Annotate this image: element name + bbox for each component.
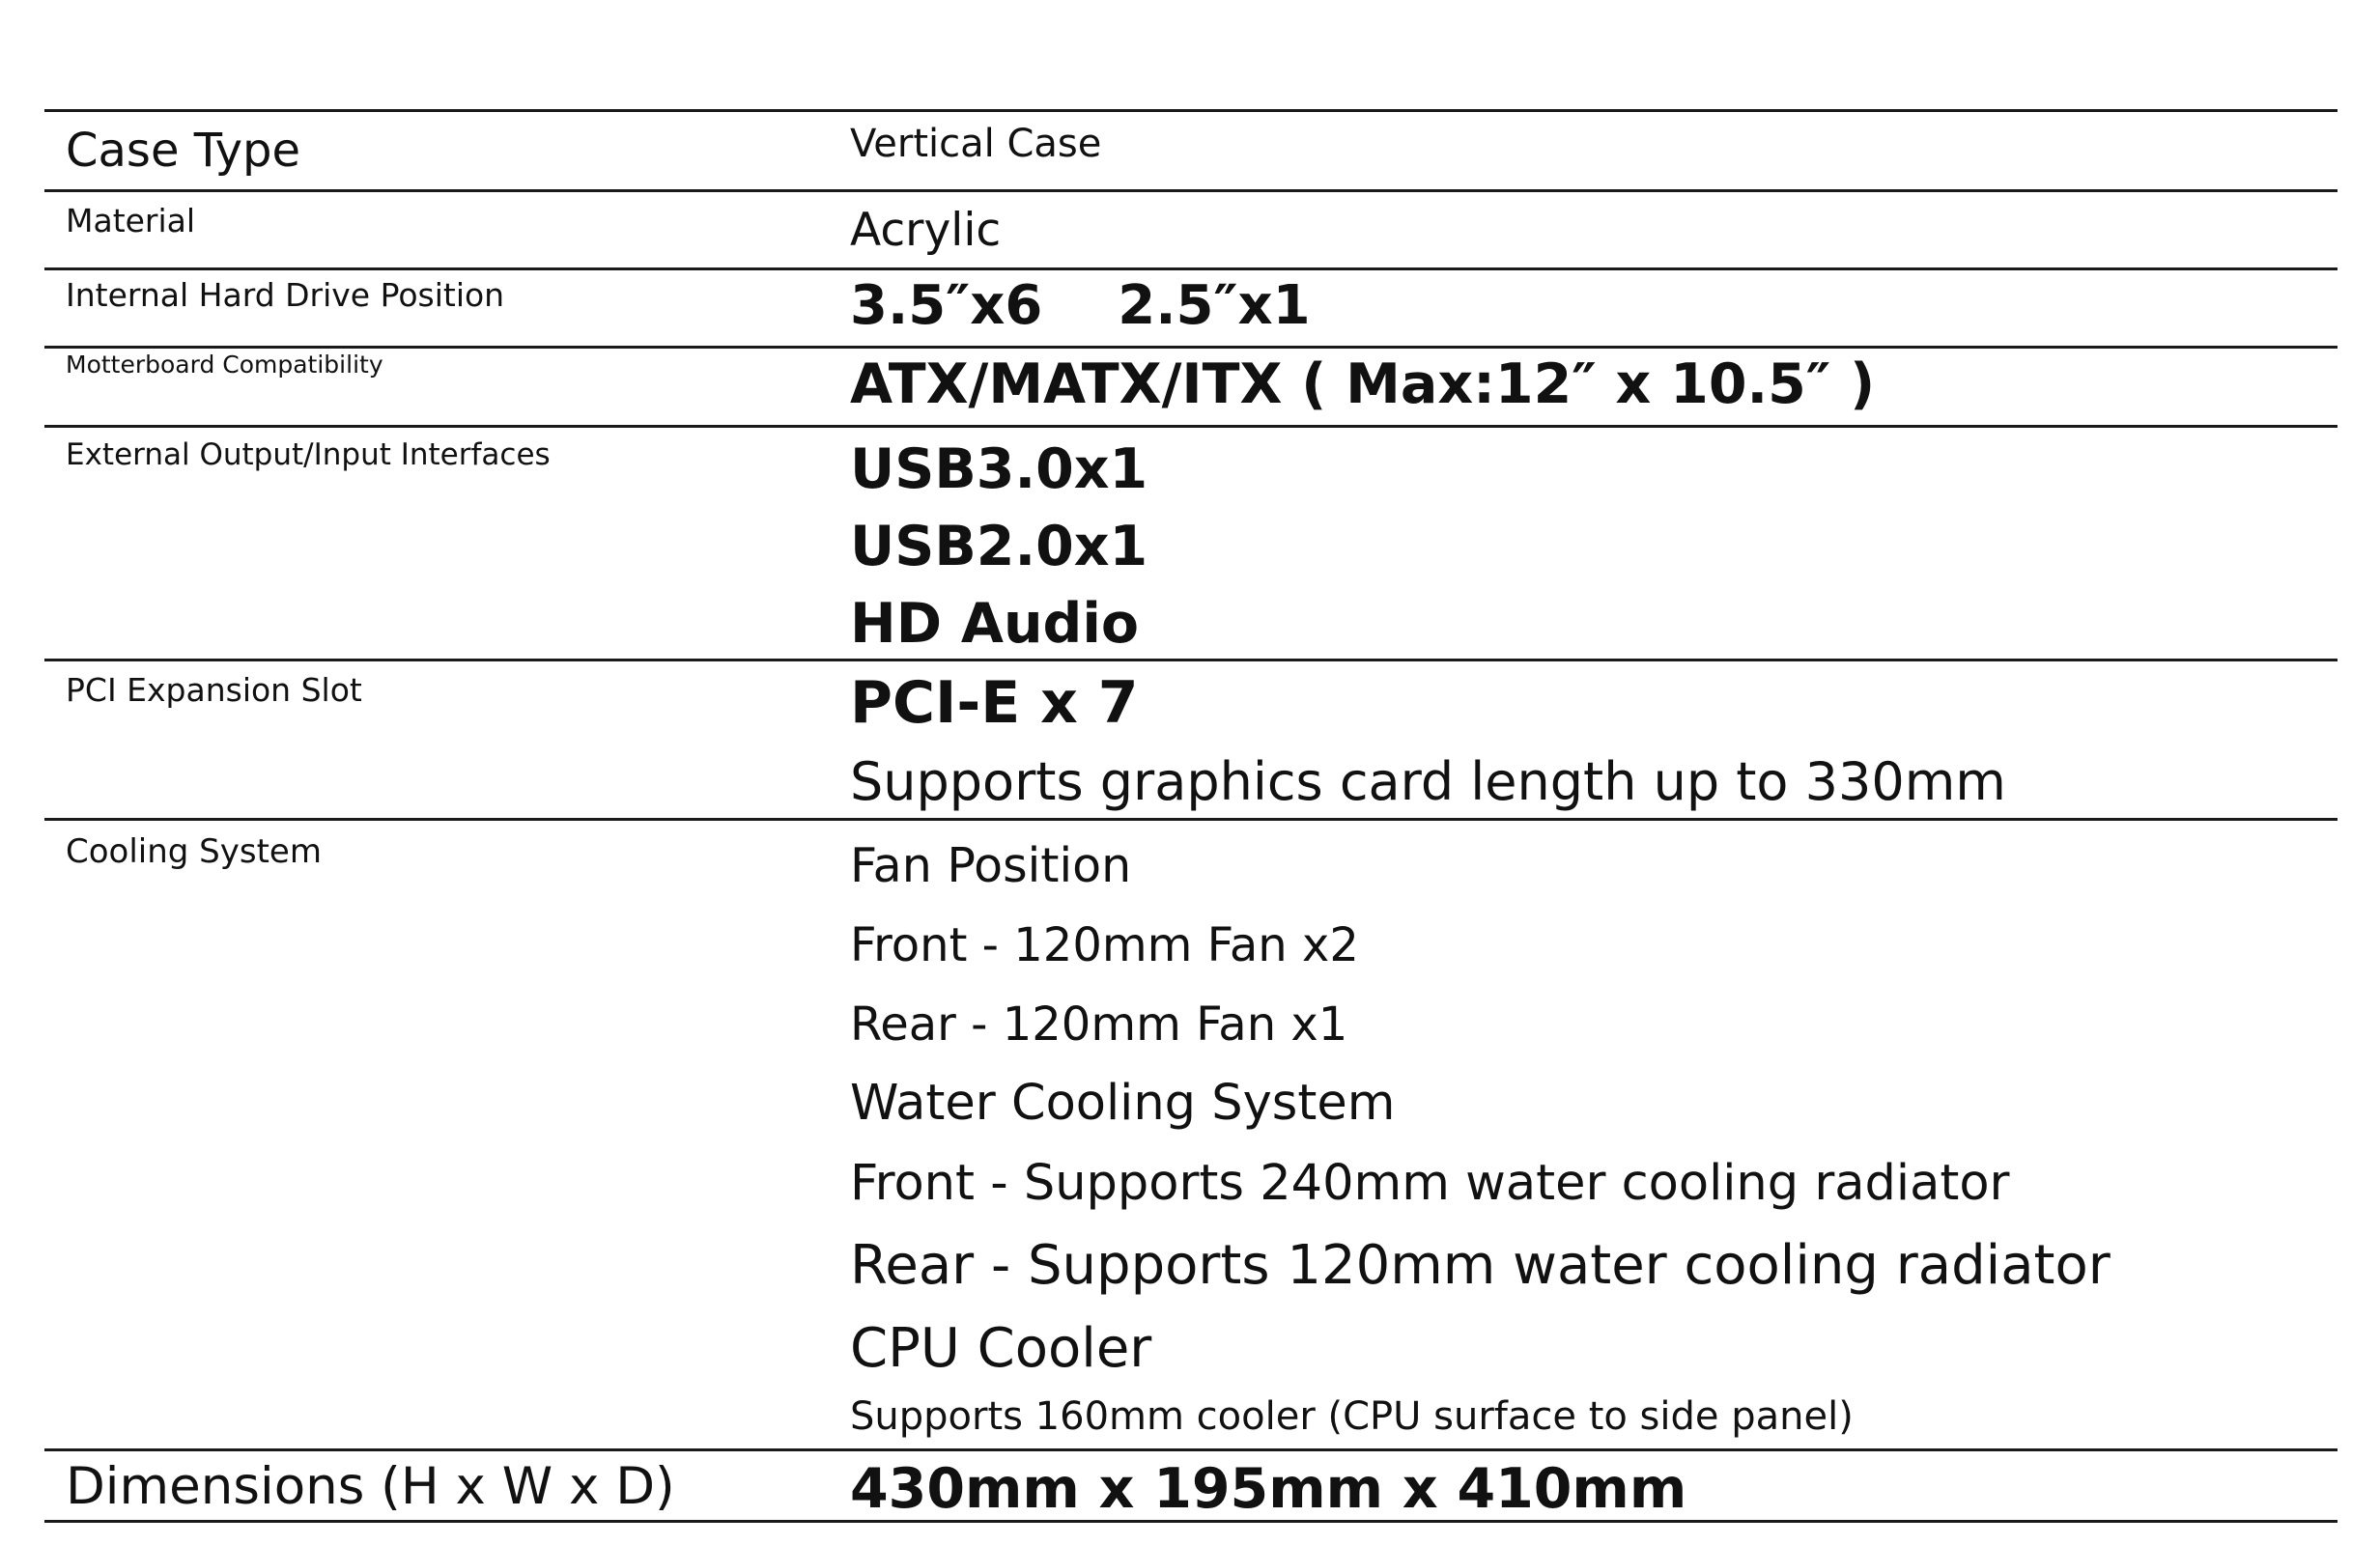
spec-value: CPU Cooler [850, 1317, 1152, 1380]
spec-value: HD Audio [850, 592, 1140, 656]
spec-row-case-type [44, 109, 2338, 189]
spec-value: Acrylic [850, 204, 1002, 257]
spec-value: USB2.0x1 [850, 515, 1148, 578]
spec-label: PCI Expansion Slot [66, 671, 362, 709]
spec-label: Cooling System [66, 832, 322, 871]
spec-value: PCI-E x 7 [850, 669, 1139, 737]
spec-value-group [850, 1457, 1686, 1521]
spec-value: Rear - Supports 120mm water cooling radiator [850, 1234, 2111, 1297]
spec-row-hard-drive [44, 267, 2338, 346]
spec-label: Case Type [66, 124, 300, 178]
spec-row-pci-slot [44, 659, 2338, 818]
spec-value-group [850, 274, 1311, 337]
spec-value: 430mm x 195mm x 410mm [850, 1457, 1687, 1521]
spec-table [44, 109, 2338, 1523]
spec-value: ATX/MATX/ITX ( Max:12″ x 10.5″ ) [850, 352, 1876, 416]
spec-value: Vertical Case [850, 122, 1102, 166]
spec-value: USB3.0x1 [850, 437, 1148, 501]
spec-row-cooling-system [44, 818, 2338, 1448]
spec-label: Dimensions (H x W x D) [66, 1457, 675, 1516]
spec-value-group [850, 663, 2006, 822]
spec-value: Front - Supports 240mm water cooling radiator [850, 1155, 2010, 1212]
spec-row-motherboard [44, 346, 2338, 425]
spec-label: Motterboard Compatibility [66, 351, 383, 379]
spec-value-group [850, 827, 2111, 1443]
spec-value: 3.5″x6 2.5″x1 [850, 274, 1311, 337]
spec-value-group [850, 204, 1001, 257]
spec-value-group [850, 431, 1148, 662]
spec-value: Front - 120mm Fan x2 [850, 918, 1359, 972]
spec-value-group [850, 352, 1875, 416]
spec-label: Internal Hard Drive Position [66, 276, 505, 314]
spec-value: Rear - 120mm Fan x1 [850, 997, 1348, 1052]
spec-value: Supports 160mm cooler (CPU surface to side panel) [850, 1394, 1854, 1439]
spec-value: Supports graphics card length up to 330mm [850, 751, 2006, 812]
spec-value: Water Cooling System [850, 1075, 1396, 1132]
spec-row-io-interfaces [44, 425, 2338, 659]
spec-label: External Output/Input Interfaces [66, 437, 551, 472]
spec-row-dimensions [44, 1448, 2338, 1523]
spec-value: Fan Position [850, 838, 1132, 893]
spec-row-material [44, 189, 2338, 267]
spec-value-group [850, 122, 1101, 166]
spec-label: Material [66, 202, 196, 239]
